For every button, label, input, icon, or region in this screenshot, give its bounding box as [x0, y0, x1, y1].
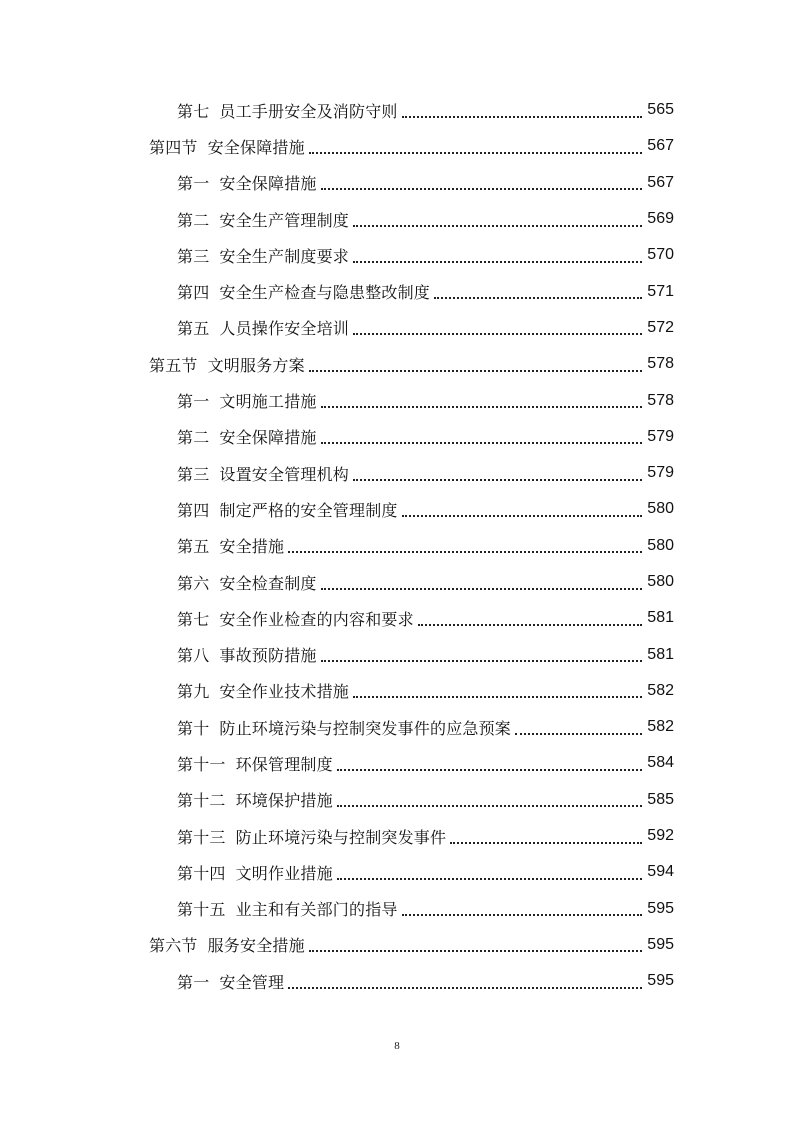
toc-entry-label [177, 897, 398, 920]
toc-entry-number: 第十四 [177, 863, 226, 883]
toc-entry-title: 安全生产管理制度 [219, 210, 350, 230]
toc-entry-title: 服务安全措施 [207, 936, 305, 956]
toc-entry-page: 579 [647, 427, 674, 445]
toc-dot-leader [309, 949, 642, 952]
toc-entry-label [177, 244, 349, 267]
toc-entry-title: 环境保护措施 [235, 791, 333, 811]
toc-entry-page: 595 [647, 899, 674, 917]
toc-entry-page: 582 [647, 681, 674, 699]
toc-subsection-entry[interactable] [0, 92, 794, 128]
toc-entry-title: 文明作业措施 [235, 863, 333, 883]
toc-entry-number: 第三 [177, 246, 210, 266]
toc-entry-label [177, 825, 446, 848]
toc-entry-label [177, 679, 349, 702]
toc-dot-leader [353, 260, 642, 263]
toc-subsection-entry[interactable] [0, 382, 794, 418]
toc-dot-leader [337, 877, 642, 880]
toc-dot-leader [353, 478, 642, 481]
toc-subsection-entry[interactable] [0, 963, 794, 999]
toc-entry-title: 安全作业检查的内容和要求 [219, 609, 414, 629]
toc-dot-leader [321, 441, 642, 444]
toc-dot-leader [434, 296, 642, 299]
toc-entry-label [177, 752, 333, 775]
toc-dot-leader [321, 659, 642, 662]
toc-entry-number: 第四节 [149, 137, 198, 157]
toc-entry-page: 565 [647, 101, 674, 119]
toc-dot-leader [402, 115, 642, 118]
toc-entry-title: 制定严格的安全管理制度 [219, 500, 398, 520]
toc-entry-label [177, 316, 349, 339]
toc-entry-label [177, 498, 398, 521]
toc-subsection-entry[interactable] [0, 564, 794, 600]
toc-entry-title: 事故预防措施 [219, 646, 317, 666]
toc-entry-number: 第十一 [177, 754, 226, 774]
toc-subsection-entry[interactable] [0, 165, 794, 201]
toc-subsection-entry[interactable] [0, 310, 794, 346]
toc-entry-title: 安全保障措施 [219, 428, 317, 448]
toc-entry-title: 设置安全管理机构 [219, 464, 350, 484]
toc-subsection-entry[interactable] [0, 237, 794, 273]
toc-entry-title: 文明服务方案 [207, 355, 305, 375]
toc-entry-title: 业主和有关部门的指导 [235, 900, 398, 920]
toc-entry-number: 第二 [177, 210, 210, 230]
toc-entry-number: 第八 [177, 646, 210, 666]
toc-entry-title: 安全管理 [219, 972, 285, 992]
toc-entry-page: 571 [647, 282, 674, 300]
toc-dot-leader [402, 514, 642, 517]
toc-entry-page: 569 [647, 210, 674, 228]
toc-entry-page: 580 [647, 573, 674, 590]
toc-entry-label [149, 353, 305, 376]
toc-entry-page: 580 [647, 500, 674, 518]
toc-entry-page: 579 [647, 464, 674, 482]
toc-entry-number: 第十 [177, 718, 210, 738]
toc-entry-title: 安全保障措施 [207, 137, 305, 157]
toc-entry-title: 文明施工措施 [219, 392, 317, 412]
toc-dot-leader [402, 913, 642, 916]
toc-dot-leader [337, 804, 642, 807]
toc-entry-number: 第十三 [177, 827, 226, 847]
toc-entry-label [177, 171, 317, 194]
toc-entry-number: 第九 [177, 682, 210, 702]
toc-entry-page: 572 [647, 318, 674, 336]
toc-subsection-entry[interactable] [0, 891, 794, 927]
toc-subsection-entry[interactable] [0, 491, 794, 527]
toc-entry-page: 580 [647, 536, 674, 554]
toc-dot-leader [418, 623, 642, 626]
toc-entry-label [149, 135, 305, 158]
toc-subsection-entry[interactable] [0, 455, 794, 491]
toc-dot-leader [321, 187, 642, 190]
toc-entry-number: 第一 [177, 392, 210, 412]
toc-entry-title: 安全作业技术措施 [219, 682, 350, 702]
toc-subsection-entry[interactable] [0, 419, 794, 455]
toc-entry-number: 第六节 [149, 936, 198, 956]
toc-entry-page: 584 [647, 754, 674, 772]
toc-entry-number: 第六 [177, 573, 210, 593]
toc-entry-title: 安全保障措施 [219, 174, 317, 194]
toc-entry-page: 567 [647, 173, 674, 191]
toc-entry-title: 安全生产制度要求 [219, 246, 350, 266]
toc-entry-number: 第十二 [177, 791, 226, 811]
toc-dot-leader [309, 369, 642, 372]
toc-entry-page: 582 [647, 718, 674, 736]
toc-entry-number: 第三 [177, 464, 210, 484]
toc-dot-leader [337, 768, 642, 771]
toc-entry-label [177, 861, 333, 884]
toc-entry-label [177, 280, 430, 303]
toc-entry-page: 578 [647, 355, 674, 373]
toc-entry-label [177, 389, 317, 412]
toc-dot-leader [309, 151, 642, 154]
toc-entry-label [177, 970, 284, 993]
toc-entry-page: 567 [647, 137, 674, 155]
toc-entry-page: 585 [647, 790, 674, 808]
toc-entry-label [177, 99, 398, 122]
toc-entry-title: 防止环境污染与控制突发事件 [235, 827, 447, 847]
toc-entry-title: 安全措施 [219, 537, 285, 557]
toc-entry-number: 第七 [177, 609, 210, 629]
toc-subsection-entry[interactable] [0, 273, 794, 309]
toc-subsection-entry[interactable] [0, 709, 794, 745]
toc-entry-title: 员工手册安全及消防守则 [219, 101, 398, 121]
toc-entry-label [177, 716, 511, 739]
toc-entry-label [177, 788, 333, 811]
toc-dot-leader [353, 332, 642, 335]
toc-dot-leader [353, 224, 642, 227]
toc-entry-number: 第七 [177, 101, 210, 121]
toc-subsection-entry[interactable] [0, 636, 794, 672]
toc-subsection-entry[interactable] [0, 201, 794, 237]
toc-entry-page: 578 [647, 391, 674, 409]
toc-entry-label [177, 607, 414, 630]
toc-entry-label [177, 571, 317, 594]
toc-entry-title: 安全生产检查与隐患整改制度 [219, 283, 431, 303]
toc-dot-leader [450, 841, 642, 844]
toc-entry-label [177, 534, 284, 557]
toc-entry-page: 581 [647, 609, 674, 627]
toc-entry-title: 人员操作安全培训 [219, 319, 350, 339]
toc-subsection-entry[interactable] [0, 782, 794, 818]
toc-entry-page: 570 [647, 246, 674, 264]
toc-entry-label [177, 425, 317, 448]
toc-dot-leader [321, 405, 642, 408]
toc-entry-number: 第五 [177, 537, 210, 557]
toc-entry-page: 581 [647, 645, 674, 663]
table-of-contents [0, 92, 794, 999]
toc-entry-title: 环保管理制度 [235, 754, 333, 774]
toc-dot-leader [288, 986, 642, 989]
toc-entry-page: 594 [647, 863, 674, 881]
toc-entry-page: 595 [647, 972, 674, 990]
toc-entry-number: 第一 [177, 174, 210, 194]
toc-entry-number: 第二 [177, 428, 210, 448]
toc-entry-number: 第四 [177, 283, 210, 303]
toc-section-entry[interactable] [0, 128, 794, 164]
toc-entry-label [149, 933, 305, 956]
toc-subsection-entry[interactable] [0, 600, 794, 636]
toc-entry-number: 第十五 [177, 900, 226, 920]
toc-entry-number: 第一 [177, 972, 210, 992]
toc-entry-page: 592 [647, 827, 674, 845]
toc-entry-label [177, 208, 349, 231]
toc-subsection-entry[interactable] [0, 854, 794, 890]
toc-dot-leader [515, 732, 642, 735]
toc-entry-number: 第五节 [149, 355, 198, 375]
toc-entry-label [177, 643, 317, 666]
toc-entry-number: 第五 [177, 319, 210, 339]
toc-section-entry[interactable] [0, 346, 794, 382]
toc-subsection-entry[interactable] [0, 818, 794, 854]
toc-entry-number: 第四 [177, 500, 210, 520]
toc-section-entry[interactable] [0, 927, 794, 963]
toc-dot-leader [353, 695, 642, 698]
toc-subsection-entry[interactable] [0, 745, 794, 781]
toc-dot-leader [321, 587, 642, 590]
toc-subsection-entry[interactable] [0, 528, 794, 564]
toc-entry-label [177, 462, 349, 485]
toc-dot-leader [288, 550, 642, 553]
toc-entry-title: 防止环境污染与控制突发事件的应急预案 [219, 718, 512, 738]
toc-entry-page: 595 [647, 935, 674, 953]
toc-subsection-entry[interactable] [0, 673, 794, 709]
toc-entry-title: 安全检查制度 [219, 573, 317, 593]
page-number: 8 [394, 1040, 400, 1052]
